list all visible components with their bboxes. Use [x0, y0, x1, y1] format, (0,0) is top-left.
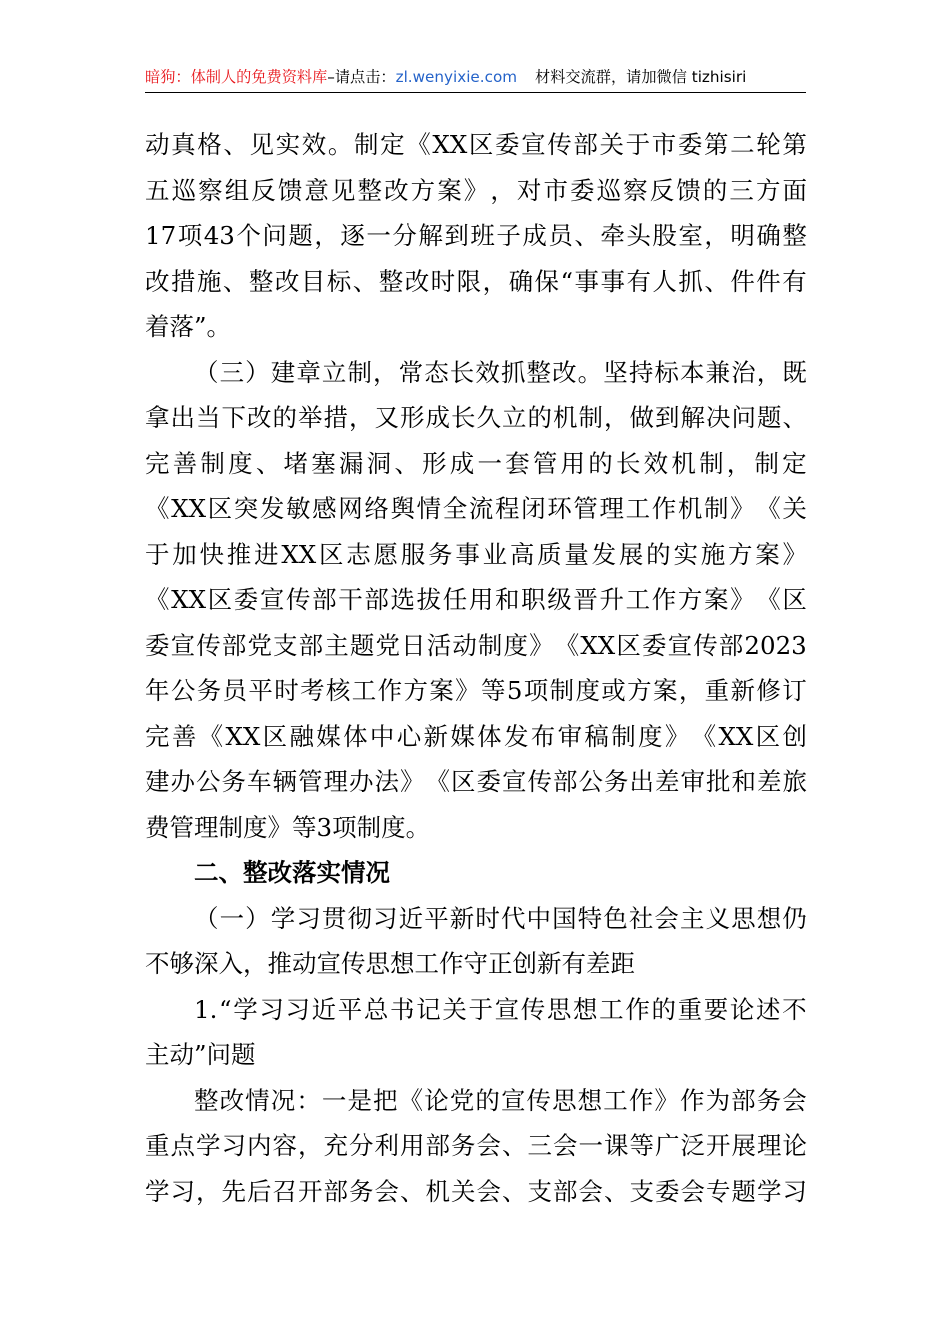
section-heading: 二、整改落实情况: [194, 858, 390, 887]
text-line: 1. “ 学 习 习 近 平 总 书 记 关 于 宣 传 思 想 工 作 的 重 要 论 述 不: [194, 994, 807, 1024]
text-line: 学 习 ， 先 后 召 开 部 务 会 、 机 关 会 、 支 部 会 、 支 委 会 专 题 学 习: [145, 1176, 807, 1206]
text-line: 重 点 学 习 内 容 ， 充 分 利 用 部 务 会 、 三 会 一 课 等 广 泛 开 展 理 论: [145, 1131, 807, 1160]
text-line: 委 宣 传 部 党 支 部 主 题 党 日 活 动 制 度 》 《 XX 区 委 宣 传 部 2023: [145, 630, 807, 660]
page-header: [145, 62, 806, 93]
text-line: 拿 出 当 下 改 的 举 措 ， 又 形 成 长 久 立 的 机 制 ， 做 到 解 决 问 题 、: [145, 403, 807, 432]
text-line: 五 巡 察 组 反 馈 意 见 整 改 方 案 》 ， 对 市 委 巡 察 反 馈 的 三 方 面: [145, 175, 807, 205]
header-click-prompt: –请点击：: [327, 68, 396, 86]
text-line: 17 项 43 个 问 题 ， 逐 一 分 解 到 班 子 成 员 、 牵 头 股 室 ， 明 确 整: [145, 221, 807, 250]
text-line: 主动”问题: [145, 1040, 256, 1069]
header-link[interactable]: zl.wenyixie.com: [395, 68, 518, 86]
text-line: 费管理制度》等3项制度。: [145, 812, 431, 842]
document-body: [145, 122, 807, 1214]
text-line: 动 真 格 、 见 实 效 。 制 定 《 XX 区 委 宣 传 部 关 于 市 委 第 二 轮 第: [145, 130, 807, 159]
text-line: 《 XX 区 委 宣 传 部 干 部 选 拔 任 用 和 职 级 晋 升 工 作 方 案 》 《 区: [145, 585, 807, 614]
text-line: 着落”。: [145, 312, 232, 341]
text-line: 完 善 《 XX 区 融 媒 体 中 心 新 媒 体 发 布 审 稿 制 度 》 《 XX 区 创: [145, 721, 807, 751]
text-line: 建 办 公 务 车 辆 管 理 办 法 》 《 区 委 宣 传 部 公 务 出 差 审 批 和 差 旅: [145, 767, 807, 796]
text-line: 整 改 情 况 ： 一 是 把 《 论 党 的 宣 传 思 想 工 作 》 作 为 部 务 会: [194, 1085, 807, 1115]
header-site-name: 暗狗：体制人的免费资料库: [145, 68, 328, 86]
text-line: 于 加 快 推 进 XX 区 志 愿 服 务 事 业 高 质 量 发 展 的 实 施 方 案 》: [145, 539, 807, 569]
text-line: 不够深入，推动宣传思想工作守正创新有差距: [145, 949, 635, 978]
text-line: 完 善 制 度 、 堵 塞 漏 洞 、 形 成 一 套 管 用 的 长 效 机 制 ， 制 定: [145, 448, 807, 478]
text-line: （ 一 ） 学 习 贯 彻 习 近 平 新 时 代 中 国 特 色 社 会 主 义 思 想 仍: [194, 903, 807, 933]
text-line: 年 公 务 员 平 时 考 核 工 作 方 案 》 等 5 项 制 度 或 方 案 ， 重 新 修 订: [145, 676, 807, 705]
text-line: 《 XX 区 突 发 敏 感 网 络 舆 情 全 流 程 闭 环 管 理 工 作 机 制 》 《 关: [145, 494, 807, 523]
text-line: 改 措 施 、 整 改 目 标 、 整 改 时 限 ， 确 保 “ 事 事 有 人 抓 、 件 件 有: [145, 266, 807, 296]
header-contact: 材料交流群，请加微信 tizhisiri: [535, 68, 747, 86]
text-line: （ 三 ） 建 章 立 制 ， 常 态 长 效 抓 整 改 。 坚 持 标 本 兼 治 ， 既: [194, 357, 807, 387]
